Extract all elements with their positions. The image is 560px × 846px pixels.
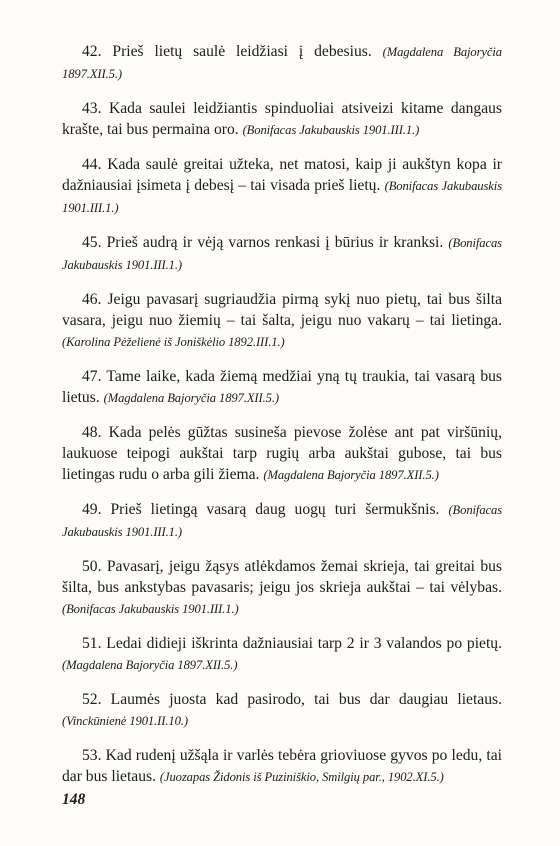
entry-source: (Magdalena Bajoryčia 1897.XII.5.) [103,391,280,405]
entry-source: (Bonifacas Jakubauskis 1901.III.1.) [62,236,502,272]
entry-44 [62,154,502,219]
entry-source: (Magdalena Bajoryčia 1897.XII.5.) [62,658,238,672]
entry-42 [62,41,502,85]
entry-source: (Bonifacas Jakubauskis 1901.III.1.) [62,179,502,215]
entry-text: 48. Kada pelės gūžtas susineša pievose žolėse ant pat viršūnių, laukuose teipogi aukštai tarp rugių arba aukštai gubose, tai bus lietingas rudu o arba gili žiema. [62,424,502,483]
entry-text: 50. Pavasarį, jeigu žąsys atlėkdamos žemai skrieja, tai greitai bus šilta, bus ankstybas pavasaris; jeigu jos skrieja aukštai – tai vėlybas. [62,558,502,596]
entry-text: 43. Kada saulei leidžiantis spinduoliai atsiveizi kitame dangaus krašte, tai bus permaina oro. [62,100,502,138]
entry-text: 52. Laumės juosta kad pasirodo, tai bus dar daugiau lietaus. [82,691,502,708]
entry-text: 45. Prieš audrą ir vėją varnos renkasi į būrius ir kranksi. [82,234,444,251]
entry-text: 44. Kada saulė greitai užteka, net matosi, kaip ji aukštyn kopa ir dažniausiai įsimeta į debesį – tai visada prieš lietų. [62,156,502,194]
entry-source: (Magdalena Bajoryčia 1897.XII.5.) [62,45,502,81]
entry-text: 42. Prieš lietų saulė leidžiasi į debesius. [82,43,372,60]
entry-source: (Bonifacas Jakubauskis 1901.III.1.) [62,503,503,539]
entry-51 [62,633,502,676]
entry-text: 49. Prieš lietingą vasarą daug uogų turi šermukšnis. [82,501,440,518]
entry-text: 46. Jeigu pavasarį sugriaudžia pirmą sykį nuo pietų, tai bus šilta vasara, jeigu nuo žiemių – tai šalta, jeigu nuo vakarų – tai lietinga. [62,291,502,329]
entry-43 [62,98,502,141]
entry-source: (Juozapas Židonis iš Puziniškio, Smilgių par., 1902.XI.5.) [159,770,444,784]
page-number: 148 [62,791,86,808]
entry-47 [62,366,502,409]
entry-source: (Vinckūnienė 1901.II.10.) [62,714,188,728]
entry-45 [62,232,502,276]
entry-46 [62,289,502,353]
entry-53 [62,745,502,788]
entry-49 [62,499,502,543]
entry-source: (Bonifacas Jakubauskis 1901.III.1.) [242,123,420,137]
entry-48 [62,422,502,486]
entry-source: (Magdalena Bajoryčia 1897.XII.5.) [263,468,439,482]
entries-list [62,41,502,801]
entry-source: (Bonifacas Jakubauskis 1901.III.1.) [62,602,239,616]
entry-text: 53. Kad rudenį užšąla ir varlės tebėra grioviuose gyvos po ledu, tai dar bus lietaus. [62,747,502,785]
entry-source: (Karolina Pėželienė iš Joniškėlio 1892.III.1.) [62,335,285,349]
entry-52 [62,689,502,732]
entry-text: 51. Ledai didieji iškrinta dažniausiai tarp 2 ir 3 valandos po pietų. [82,635,502,652]
entry-text: 47. Tame laike, kada žiemą medžiai yną tų traukia, tai vasarą bus lietus. [62,368,502,406]
entry-50 [62,556,502,620]
